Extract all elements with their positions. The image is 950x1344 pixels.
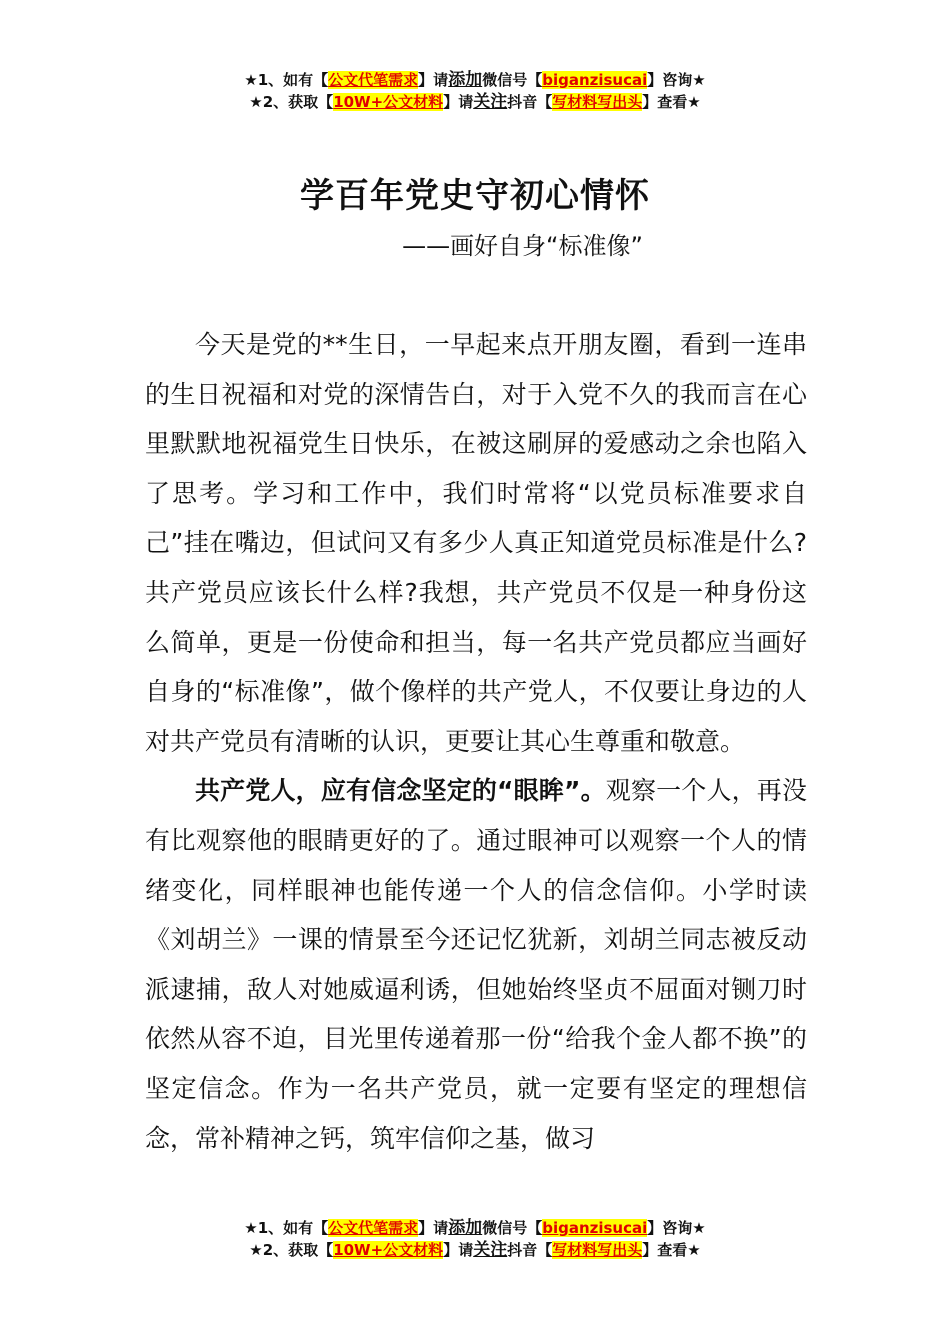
banner-text: ★2、获取【 [249,93,334,111]
paragraph-lead: 共产党人，应有信念坚定的“眼眸”。 [195,776,606,806]
banner-text: 微信号【 [482,71,543,89]
banner-text: 微信号【 [482,1219,543,1237]
banner-text: 】请 [418,1219,449,1237]
banner-line-1 [0,1217,950,1239]
banner-text: 】请 [443,93,474,111]
banner-emphasis: 添加 [448,70,483,90]
banner-text: 】查看★ [642,1241,701,1259]
banner-text: 】咨询★ [647,1219,706,1237]
banner-highlight: 写材料写出头 [552,1241,643,1259]
paragraph-text: 观察一个人，再没有比观察他的眼睛更好的了。通过眼神可以观察一个人的情绪变化，同样眼神也能传递一个人的信念信仰。小学时读《刘胡兰》一课的情景至今还记忆犹新，刘胡兰同志被反动派逮捕，敌人对她威逼利诱，但她始终坚贞不屈面对铡刀时依然从容不迫，目光里传递着那一份“给我个金人都不换”的坚定信念。作为一名共产党员，就一定要有坚定的理想信念，常补精神之钙，筑牢信仰之基，做习 [145,776,807,1153]
banner-text: 】查看★ [642,93,701,111]
banner-text: ★2、获取【 [249,1241,334,1259]
banner-line-1 [0,69,950,91]
banner-text: ★1、如有【 [244,1219,329,1237]
banner-text: 抖音【 [507,93,553,111]
banner-emphasis: 关注 [473,92,508,112]
footer-banner [0,1217,950,1261]
banner-emphasis: 关注 [473,1240,508,1260]
banner-text: 】咨询★ [647,71,706,89]
banner-highlight: 写材料写出头 [552,93,643,111]
banner-highlight: 公文代笔需求 [328,71,419,89]
banner-highlight: 公文代笔需求 [328,1219,419,1237]
document-body [145,320,807,1163]
banner-emphasis: 添加 [448,1218,483,1238]
paragraph: 今天是党的**生日，一早起来点开朋友圈，看到一连串的生日祝福和对党的深情告白，对于入党不久的我而言在心里默默地祝福党生日快乐，在被这刷屏的爱感动之余也陷入了思考。学习和工作中，我们时常将“以党员标准要求自己”挂在嘴边，但试问又有多少人真正知道党员标准是什么?共产党员应该长什么样?我想，共产党员不仅是一种身份这么简单，更是一份使命和担当，每一名共产党员都应当画好自身的“标准像”，做个像样的共产党人，不仅要让身边的人对共产党员有清晰的认识，更要让其心生尊重和敬意。 [145,330,807,756]
banner-line-2 [0,91,950,113]
banner-highlight: biganzisucai [542,1219,648,1237]
banner-text: 抖音【 [507,1241,553,1259]
header-banner [0,69,950,113]
banner-highlight: 10W+公文材料 [333,1241,444,1259]
banner-line-2 [0,1239,950,1261]
document-title: 学百年党史守初心情怀 [300,176,650,216]
document-subtitle: ——画好自身“标准像” [402,232,643,260]
banner-highlight: biganzisucai [542,71,648,89]
banner-text: 】请 [443,1241,474,1259]
banner-highlight: 10W+公文材料 [333,93,444,111]
banner-text: 】请 [418,71,449,89]
banner-text: ★1、如有【 [244,71,329,89]
paragraph [145,766,807,1163]
